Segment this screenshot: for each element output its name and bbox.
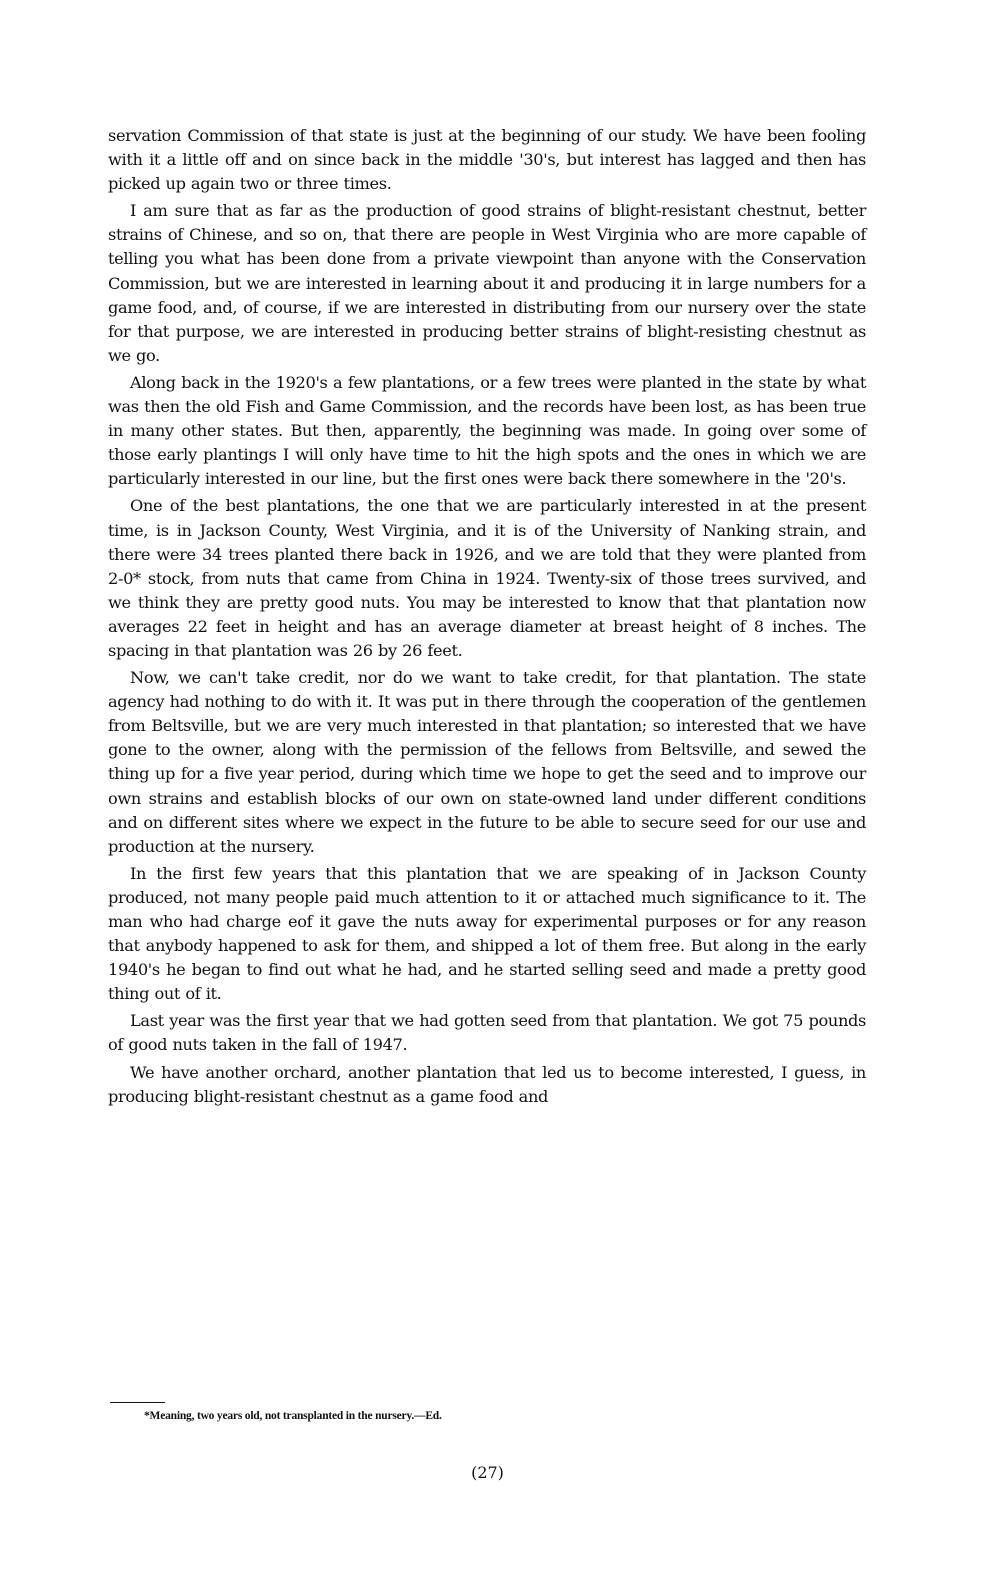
paragraph: I am sure that as far as the production of good strains of blight-resistant chestnut, better strains of Chinese, and so on, that there are people in West Virginia who are more capable of telling you what has been done from a private viewpoint than anyone with the Conservation Commission, but we are interested in learning about it and producing it in large numbers for a game food, and, of course, if we are interested in distributing from our nursery over the state for that purpose, we are interested in producing better strains of blight-resisting chestnut as we go.: [108, 201, 866, 365]
page-number: (27): [471, 1463, 504, 1482]
paragraph: One of the best plantations, the one that we are particularly interested in at the present time, is in Jackson County, West Virginia, and it is of the University of Nanking strain, and there were 34 trees planted there back in 1926, and we are told that they were planted from 2-0* stock, from nuts that came from China in 1924. Twenty-six of those trees survived, and we think they are pretty good nuts. You may be interested to know that that plantation now averages 22 feet in height and has an average diameter at breast height of 8 inches. The spacing in that plantation was 26 by 26 feet.: [108, 496, 866, 660]
footnote: *Meaning, two years old, not transplanted in the nursery.—Ed.: [144, 1410, 442, 1422]
paragraph: Now, we can't take credit, nor do we want to take credit, for that plantation. The state agency had nothing to do with it. It was put in there through the cooperation of the gentlemen from Beltsville, but we are very much interested in that plantation; so interested that we have gone to the owner, along with the permission of the fellows from Beltsville, and sewed the thing up for a five year period, during which time we hope to get the seed and to improve our own strains and establish blocks of our own on state-owned land under different conditions and on different sites where we expect in the future to be able to secure seed for our use and production at the nursery.: [108, 668, 866, 856]
paragraph: In the first few years that this plantation that we are speaking of in Jackson County produced, not many people paid much attention to it or attached much significance to it. The man who had charge eof it gave the nuts away for experimental purposes or for any reason that anybody happened to ask for them, and shipped a lot of them free. But along in the early 1940's he began to find out what he had, and he started selling seed and made a pretty good thing out of it.: [108, 863, 866, 1004]
paragraph: Along back in the 1920's a few plantations, or a few trees were planted in the state by what was then the old Fish and Game Commission, and the records have been lost, as has been true in many other states. But then, apparently, the beginning was made. In going over some of those early plantings I will only have time to hit the high spots and the ones in which we are particularly interested in our line, but the first ones were back there somewhere in the '20's.: [108, 372, 866, 489]
footnote-divider: [110, 1402, 165, 1403]
document-body: [108, 124, 866, 1112]
paragraph-continuation: servation Commission of that state is just at the beginning of our study. We have been fooling with it a little off and on since back in the middle '30's, but interest has lagged and then has picked up again two or three times.: [108, 126, 866, 194]
paragraph: Last year was the first year that we had gotten seed from that plantation. We got 75 pounds of good nuts taken in the fall of 1947.: [108, 1011, 866, 1055]
paragraph: We have another orchard, another plantation that led us to become interested, I guess, in producing blight-resistant chestnut as a game food and: [108, 1062, 866, 1106]
